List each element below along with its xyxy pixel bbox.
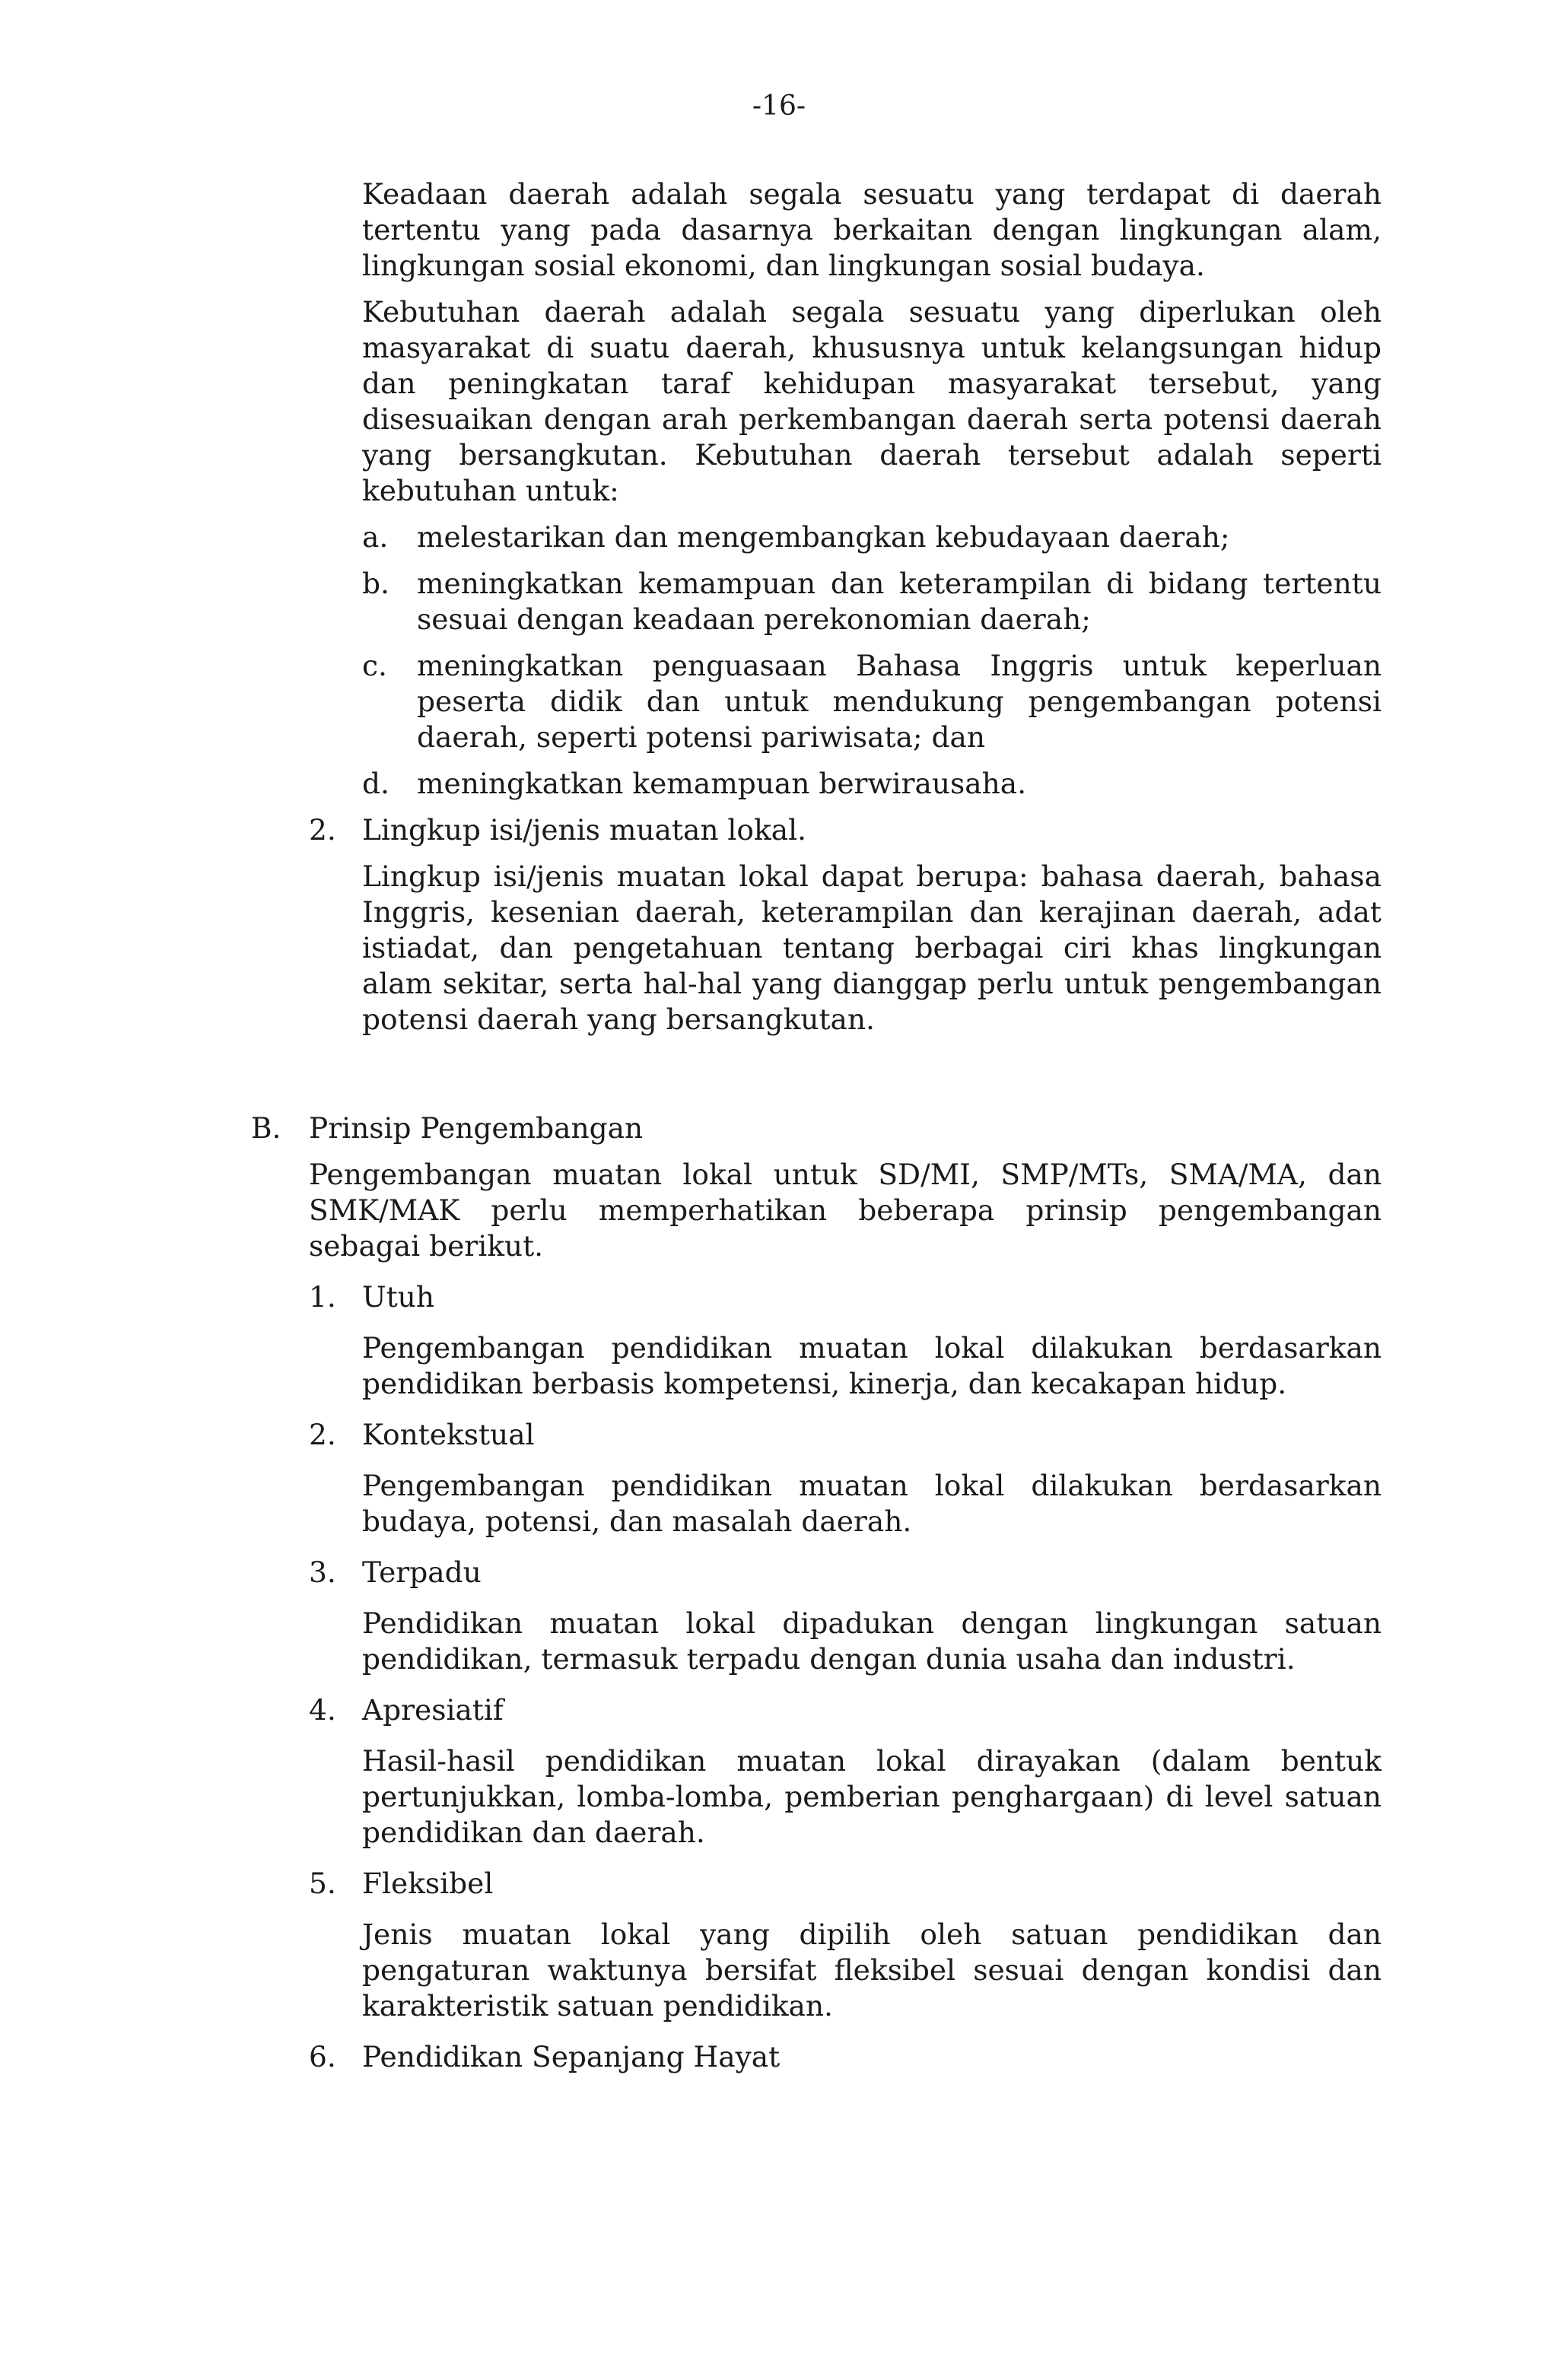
section-heading-b: [251, 1111, 1382, 1146]
list-marker: 4.: [309, 1693, 336, 1727]
list-marker: 6.: [309, 2040, 336, 2073]
list-marker: a.: [362, 520, 389, 554]
principle-heading-sepanjang-hayat: [309, 2039, 1382, 2075]
principle-title: Terpadu: [362, 1555, 482, 1589]
list-item-c: [362, 648, 1382, 755]
principle-title: Fleksibel: [362, 1867, 494, 1900]
list-item-text: meningkatkan kemampuan dan keterampilan di bidang tertentu sesuai dengan keadaan perekonomian daerah;: [417, 567, 1382, 636]
principle-heading-utuh: [309, 1279, 1382, 1315]
principle-text-apresiatif: Hasil-hasil pendidikan muatan lokal dirayakan (dalam bentuk pertunjukkan, lomba-lomba, pemberian penghargaan) di level satuan pendidikan dan daerah.: [362, 1744, 1382, 1849]
page-number: -16-: [752, 91, 806, 122]
paragraph-keadaan-daerah: Keadaan daerah adalah segala sesuatu yang terdapat di daerah tertentu yang pada dasarnya berkaitan dengan lingkungan alam, lingkungan sosial ekonomi, dan lingkungan sosial budaya.: [362, 177, 1382, 282]
list-marker: 2.: [309, 1418, 336, 1451]
section-title: Prinsip Pengembangan: [309, 1111, 644, 1145]
section-marker: B.: [251, 1111, 281, 1145]
list-item-d: [362, 766, 1382, 802]
list-marker: 1.: [309, 1280, 336, 1314]
principle-heading-terpadu: [309, 1555, 1382, 1590]
list-item-a: [362, 520, 1382, 555]
paragraph-lingkup: Lingkup isi/jenis muatan lokal dapat berupa: bahasa daerah, bahasa Inggris, kesenian daerah, keterampilan dan kerajinan daerah, adat istiadat, dan pengetahuan tentang berbagai ciri khas lingkungan alam sekitar, serta hal-hal yang dianggap perlu untuk pengembangan potensi daerah yang bersangkutan.: [362, 860, 1382, 1036]
principle-heading-kontekstual: [309, 1417, 1382, 1453]
principle-text-kontekstual: Pengembangan pendidikan muatan lokal dilakukan berdasarkan budaya, potensi, dan masalah daerah.: [362, 1469, 1382, 1538]
principle-title: Apresiatif: [362, 1693, 504, 1727]
principle-text-fleksibel: Jenis muatan lokal yang dipilih oleh satuan pendidikan dan pengaturan waktunya bersifat fleksibel sesuai dengan kondisi dan karakteristik satuan pendidikan.: [362, 1918, 1382, 2023]
list-marker: b.: [362, 567, 390, 600]
principle-text-terpadu: Pendidikan muatan lokal dipadukan dengan lingkungan satuan pendidikan, termasuk terpadu dengan dunia usaha dan industri.: [362, 1606, 1382, 1676]
numbered-heading-lingkup: [309, 812, 1382, 848]
numbered-heading-text: Lingkup isi/jenis muatan lokal.: [362, 813, 806, 847]
list-item-text: meningkatkan kemampuan berwirausaha.: [417, 767, 1027, 800]
list-item-b: [362, 566, 1382, 637]
paragraph-kebutuhan-daerah: Kebutuhan daerah adalah segala sesuatu yang diperlukan oleh masyarakat di suatu daerah, khususnya untuk kelangsungan hidup dan peningkatan taraf kehidupan masyarakat tersebut, yang disesuaikan dengan arah perkembangan daerah serta potensi daerah yang bersangkutan. Kebutuhan daerah tersebut adalah seperti kebutuhan untuk:: [362, 295, 1382, 507]
paragraph-prinsip-intro: Pengembangan muatan lokal untuk SD/MI, SMP/MTs, SMA/MA, dan SMK/MAK perlu memperhatikan beberapa prinsip pengembangan sebagai berikut.: [309, 1158, 1382, 1263]
document-body: [251, 176, 1382, 2075]
principle-title: Pendidikan Sepanjang Hayat: [362, 2040, 781, 2073]
list-item-text: meningkatkan penguasaan Bahasa Inggris untuk keperluan peserta didik dan untuk mendukung pengembangan potensi daerah, seperti potensi pariwisata; dan: [417, 649, 1382, 754]
principle-heading-fleksibel: [309, 1866, 1382, 1902]
list-marker: 2.: [309, 813, 336, 847]
principle-title: Utuh: [362, 1280, 434, 1314]
list-marker: d.: [362, 767, 390, 800]
principle-text-utuh: Pengembangan pendidikan muatan lokal dilakukan berdasarkan pendidikan berbasis kompetensi, kinerja, dan kecakapan hidup.: [362, 1331, 1382, 1400]
principle-heading-apresiatif: [309, 1692, 1382, 1728]
principle-title: Kontekstual: [362, 1418, 535, 1451]
list-item-text: melestarikan dan mengembangkan kebudayaan daerah;: [417, 520, 1230, 554]
list-marker: 5.: [309, 1867, 336, 1900]
list-marker: 3.: [309, 1555, 336, 1589]
list-marker: c.: [362, 649, 387, 682]
